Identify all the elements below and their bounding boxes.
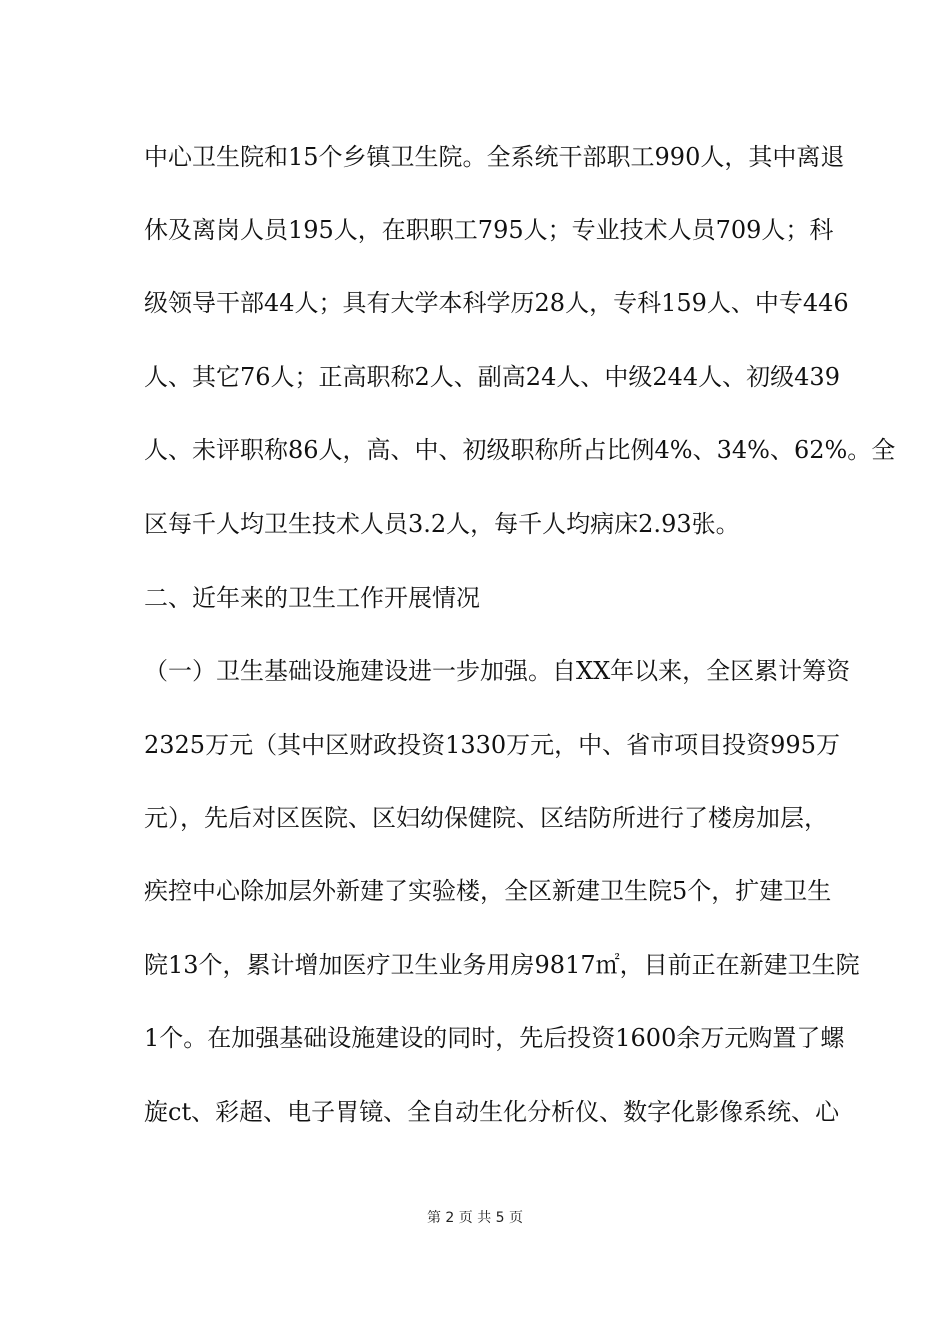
section-heading: 二、近年来的卫生工作开展情况 bbox=[144, 584, 480, 612]
body-text-line: 旋ct、彩超、电子胃镜、全自动生化分析仪、数字化影像系统、心 bbox=[144, 1098, 840, 1126]
page-footer: 第 2 页 共 5 页 bbox=[426, 1210, 524, 1226]
body-text-line: 1个。在加强基础设施建设的同时，先后投资1600余万元购置了螺 bbox=[144, 1024, 845, 1052]
body-text-line: 人、未评职称86人，高、中、初级职称所占比例4%、34%、62%。全 bbox=[144, 436, 896, 464]
body-text-line: 院13个，累计增加医疗卫生业务用房9817㎡，目前正在新建卫生院 bbox=[144, 951, 860, 979]
body-text-line: 2325万元（其中区财政投资1330万元，中、省市项目投资995万 bbox=[144, 731, 840, 759]
body-text-line: 级领导干部44人；具有大学本科学历28人，专科159人、中专446 bbox=[144, 289, 849, 317]
body-text-line: 区每千人均卫生技术人员3.2人，每千人均病床2.93张。 bbox=[144, 510, 740, 538]
body-text-line: 休及离岗人员195人，在职职工795人；专业技术人员709人；科 bbox=[144, 216, 834, 244]
body-text-line: 中心卫生院和15个乡镇卫生院。全系统干部职工990人，其中离退 bbox=[144, 143, 845, 171]
body-text-line: 人、其它76人；正高职称2人、副高24人、中级244人、初级439 bbox=[144, 363, 840, 391]
body-text-line: 疾控中心除加层外新建了实验楼，全区新建卫生院5个，扩建卫生 bbox=[144, 877, 832, 905]
body-text-line: 元），先后对区医院、区妇幼保健院、区结防所进行了楼房加层， bbox=[144, 804, 828, 832]
body-text-line: （一）卫生基础设施建设进一步加强。自XX年以来，全区累计筹资 bbox=[144, 657, 851, 685]
